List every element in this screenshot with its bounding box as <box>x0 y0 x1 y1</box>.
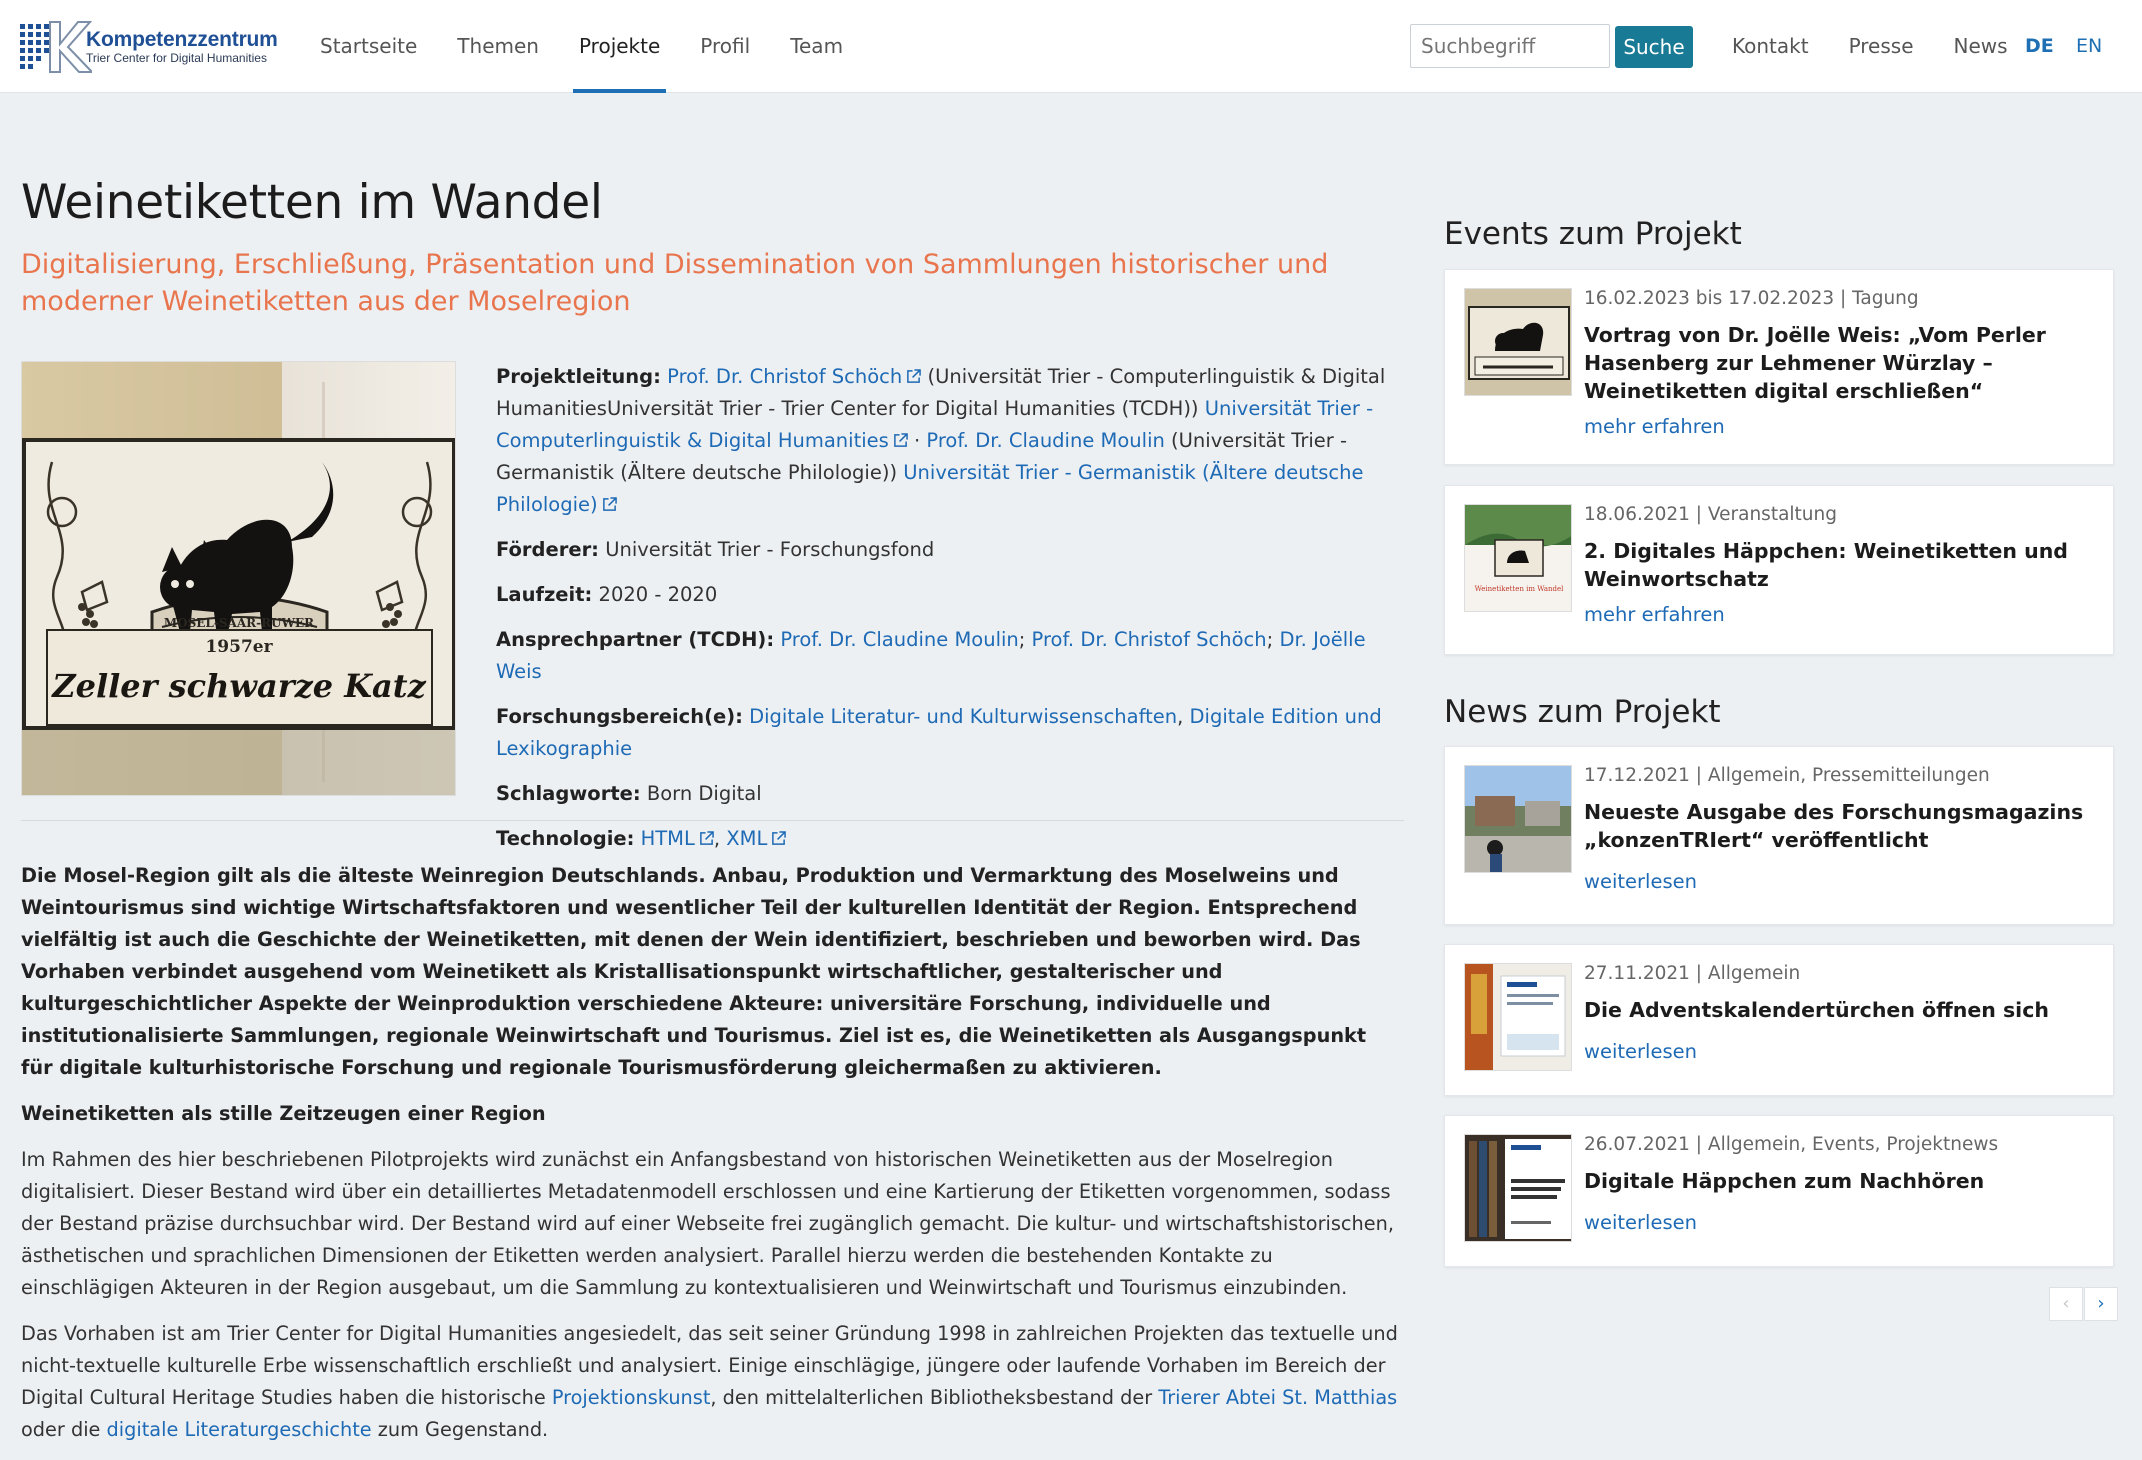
nav-item-presse[interactable]: Presse <box>1848 34 1914 58</box>
contact-link-weis[interactable]: Dr. Joëlle Weis <box>496 628 1366 683</box>
meta-label: Forschungsbereich(e): <box>496 705 743 728</box>
news-date: 26.07.2021 | Allgemein, Events, Projektnews <box>1584 1134 1999 1155</box>
research-area-link[interactable]: Digitale Literatur- und Kulturwissenschaften <box>749 705 1178 728</box>
news-title[interactable]: Die Adventskalendertürchen öffnen sich <box>1584 998 2049 1022</box>
news-card[interactable] <box>1444 746 2114 925</box>
external-link-icon <box>906 369 921 384</box>
project-metadata <box>496 361 1396 868</box>
logo-subtitle: Trier Center for Digital Humanities <box>86 51 267 65</box>
meta-navigation <box>1712 0 2028 93</box>
link-literaturgeschichte[interactable]: digitale Literaturgeschichte <box>106 1418 372 1441</box>
nav-item-projekte[interactable]: Projekte <box>559 0 680 93</box>
meta-foerderer <box>496 534 1396 566</box>
external-link-icon <box>602 497 617 512</box>
project-image <box>21 361 456 796</box>
meta-label: Laufzeit: <box>496 583 593 606</box>
label-wine-name-text: Zeller schwarze Katz <box>52 667 426 705</box>
link-abtei-st-matthias[interactable]: Trierer Abtei St. Matthias <box>1158 1386 1398 1409</box>
news-heading: News zum Projekt <box>1444 694 1721 730</box>
nav-item-profil[interactable]: Profil <box>700 34 751 58</box>
news-date: 27.11.2021 | Allgemein <box>1584 963 1801 984</box>
nav-item-kontakt[interactable]: Kontakt <box>1732 34 1809 58</box>
text-span: zum Gegenstand. <box>371 1418 549 1441</box>
news-thumbnail <box>1464 1134 1572 1242</box>
label-region-text: MOSEL-SAAR-RUWER <box>163 616 315 630</box>
meta-value: 2020 - 2020 <box>598 583 718 606</box>
person-link-moulin[interactable]: Prof. Dr. Claudine Moulin <box>926 429 1165 452</box>
event-card[interactable] <box>1444 485 2114 655</box>
contact-link-schoech[interactable]: Prof. Dr. Christof Schöch <box>1031 628 1267 651</box>
language-en-link[interactable]: EN <box>2076 35 2103 57</box>
meta-projektleitung <box>496 361 1396 521</box>
news-read-more-link[interactable]: weiterlesen <box>1584 1211 1697 1234</box>
logo-name: Kompetenzzentrum <box>86 28 278 51</box>
intro-paragraph: Die Mosel-Region gilt als die älteste Weinregion Deutschlands. Anbau, Produktion und Vermarktung des Moselweins und Weintourismus sind wichtige Wirtschaftsfaktoren und wesentlicher Teil der kulturellen Identität der Region. Entsprechend vielfältig ist auch die Geschichte der Weinetiketten, mit denen der Wein identifiziert, beschrieben und beworben wird. Das Vorhaben verbindet ausgehend vom Weinetikett als Kristallisationspunkt wirtschaftlicher, gestalterischer und kulturgeschichtlicher Aspekte der Weinproduktion verschiedene Akteure: universitäre Forschung, individuelle und institutionalisierte Sammlungen, regionale Weinwirtschaft und Tourismus. Ziel ist es, die Weinetiketten als Ausgangspunkt für digitale kulturhistorische Forschung und regionale Tourismusförderung gleichermaßen zu aktivieren. <box>21 864 1367 1079</box>
label-year-text: 1957er <box>205 637 273 657</box>
meta-label: Projektleitung: <box>496 365 661 388</box>
events-heading: Events zum Projekt <box>1444 216 1742 252</box>
affiliation-text: (Universität Trier - Germanistik (Ältere deutsche Philologie)) <box>496 429 1348 484</box>
news-title[interactable]: Neueste Ausgabe des Forschungsmagazins „konzenTRIert“ veröffentlicht <box>1584 800 2084 852</box>
content-divider <box>21 820 1404 821</box>
meta-value: Born Digital <box>646 782 762 805</box>
event-thumbnail <box>1464 504 1572 612</box>
institution-link-germanistik[interactable]: Universität Trier - Germanistik (Ältere deutsche Philologie) <box>496 461 1364 516</box>
site-logo[interactable] <box>20 20 284 74</box>
event-date: 18.06.2021 | Veranstaltung <box>1584 504 1838 525</box>
event-more-link[interactable]: mehr erfahren <box>1584 603 1725 626</box>
contact-link-moulin[interactable]: Prof. Dr. Claudine Moulin <box>780 628 1019 651</box>
event-more-link[interactable]: mehr erfahren <box>1584 415 1725 438</box>
technology-link-html[interactable]: HTML <box>640 827 695 850</box>
news-read-more-link[interactable]: weiterlesen <box>1584 870 1697 893</box>
meta-schlagworte <box>496 778 1396 810</box>
news-card[interactable] <box>1444 1115 2114 1267</box>
external-link-icon <box>771 831 786 846</box>
search-input[interactable] <box>1410 24 1610 68</box>
project-description <box>21 860 1404 1460</box>
meta-technologie: Technologie: HTML , XML <box>496 823 1396 855</box>
nav-item-team[interactable]: Team <box>790 34 844 58</box>
person-link-schoech[interactable]: Prof. Dr. Christof Schöch <box>667 365 903 388</box>
kompetenzzentrum-logo-icon <box>20 20 92 74</box>
nav-item-startseite[interactable]: Startseite <box>320 34 418 58</box>
meta-forschungsbereich: Forschungsbereich(e): Digitale Literatur- und Kulturwissenschaften, Digitale Edition und Lexikographie <box>496 705 1382 760</box>
technology-link-xml[interactable]: XML <box>726 827 768 850</box>
news-thumbnail <box>1464 765 1572 873</box>
event-date: 16.02.2023 bis 17.02.2023 | Tagung <box>1584 288 1919 309</box>
news-read-more-link[interactable]: weiterlesen <box>1584 1040 1697 1063</box>
link-projektionskunst[interactable]: Projektionskunst <box>551 1386 711 1409</box>
body-paragraph <box>21 1318 1404 1446</box>
carousel-prev-button[interactable]: ‹ <box>2049 1287 2083 1321</box>
search-button[interactable]: Suche <box>1615 26 1693 68</box>
language-de-link[interactable]: DE <box>2025 35 2054 57</box>
event-title[interactable]: 2. Digitales Häppchen: Weinetiketten und Weinwortschatz <box>1584 539 2068 591</box>
thumbnail-caption: Weinetiketten im Wandel <box>1474 585 1564 593</box>
news-title[interactable]: Digitale Häppchen zum Nachhören <box>1584 1169 1985 1193</box>
news-thumbnail <box>1464 963 1572 1071</box>
meta-label: Technologie: <box>496 827 635 850</box>
external-link-icon <box>893 433 908 448</box>
text-span: oder die <box>21 1418 107 1441</box>
meta-label: Schlagworte: <box>496 782 641 805</box>
meta-label: Ansprechpartner (TCDH): <box>496 628 775 651</box>
body-paragraph: Im Rahmen des hier beschriebenen Pilotprojekts wird zunächst ein Anfangsbestand von historischen Weinetiketten aus der Moselregion digitalisiert. Dieser Bestand wird über ein detailliertes Metadatenmodell erschlossen und eine Kartierung der Etiketten vorgenommen, sodass der Bestand präzise durchsuchbar wird. Der Bestand wird auf einer Webseite frei zugänglich gemacht. Die kultur- und wirtschaftshistorischen, ästhetischen und sprachlichen Dimensionen der Etiketten werden analysiert. Parallel hierzu werden die bestehenden Kontakte zu einschlägigen Akteuren in der Region ausgebaut, um die Sammlung zu kontextualisieren und Weinwirtschaft und Tourismus einzubinden. <box>21 1148 1394 1299</box>
nav-item-news[interactable]: News <box>1953 34 2008 58</box>
meta-ansprechpartner: Ansprechpartner (TCDH): Prof. Dr. Claudine Moulin; Prof. Dr. Christof Schöch; Dr. Joëlle Weis <box>496 628 1366 683</box>
event-card[interactable] <box>1444 269 2114 465</box>
meta-label: Förderer: <box>496 538 599 561</box>
separator-dot: · <box>914 429 921 452</box>
top-navigation-bar <box>0 0 2142 93</box>
page-subtitle: Digitalisierung, Erschließung, Präsentation und Dissemination von Sammlungen historischer und moderner Weinetiketten aus der Moselregion <box>21 249 1329 317</box>
external-link-icon <box>699 831 714 846</box>
meta-value: Universität Trier - Forschungsfond <box>605 538 935 561</box>
text-span: , den mittelalterlichen Bibliotheksbestand der <box>710 1386 1159 1409</box>
main-navigation <box>300 0 863 93</box>
carousel-next-button[interactable]: › <box>2084 1287 2118 1321</box>
nav-item-themen[interactable]: Themen <box>457 34 539 58</box>
section-heading: Weinetiketten als stille Zeitzeugen einer Region <box>21 1102 546 1125</box>
institution-link-computerlinguistik[interactable]: Universität Trier - Computerlinguistik & Digital Humanities <box>496 397 1374 452</box>
event-thumbnail <box>1464 288 1572 396</box>
meta-laufzeit <box>496 579 1396 611</box>
text-span: Das Vorhaben ist am Trier Center for Digital Humanities angesiedelt, das seit seiner Gründung 1998 in zahlreichen Projekten das textuelle und nicht-textuelle kulturelle Erbe wissenschaftlich erschließt und analysiert. Einige einschlägige, jüngere oder laufende Vorhaben im Bereich der Digital Cultural Heritage Studies haben die historische <box>21 1322 1398 1409</box>
affiliation-text: (Universität Trier - Computerlinguistik & Digital HumanitiesUniversität Trier - Trier Center for Digital Humanities (TCDH)) <box>496 365 1386 420</box>
news-date: 17.12.2021 | Allgemein, Pressemitteilungen <box>1584 765 1990 786</box>
news-card[interactable] <box>1444 944 2114 1096</box>
page-title: Weinetiketten im Wandel <box>21 175 603 230</box>
research-area-link[interactable]: Digitale Edition und Lexikographie <box>496 705 1382 760</box>
event-title[interactable]: Vortrag von Dr. Joëlle Weis: „Vom Perler Hasenberg zur Lehmener Würzlay – Weinetiketten digital erschließen“ <box>1584 323 2046 403</box>
